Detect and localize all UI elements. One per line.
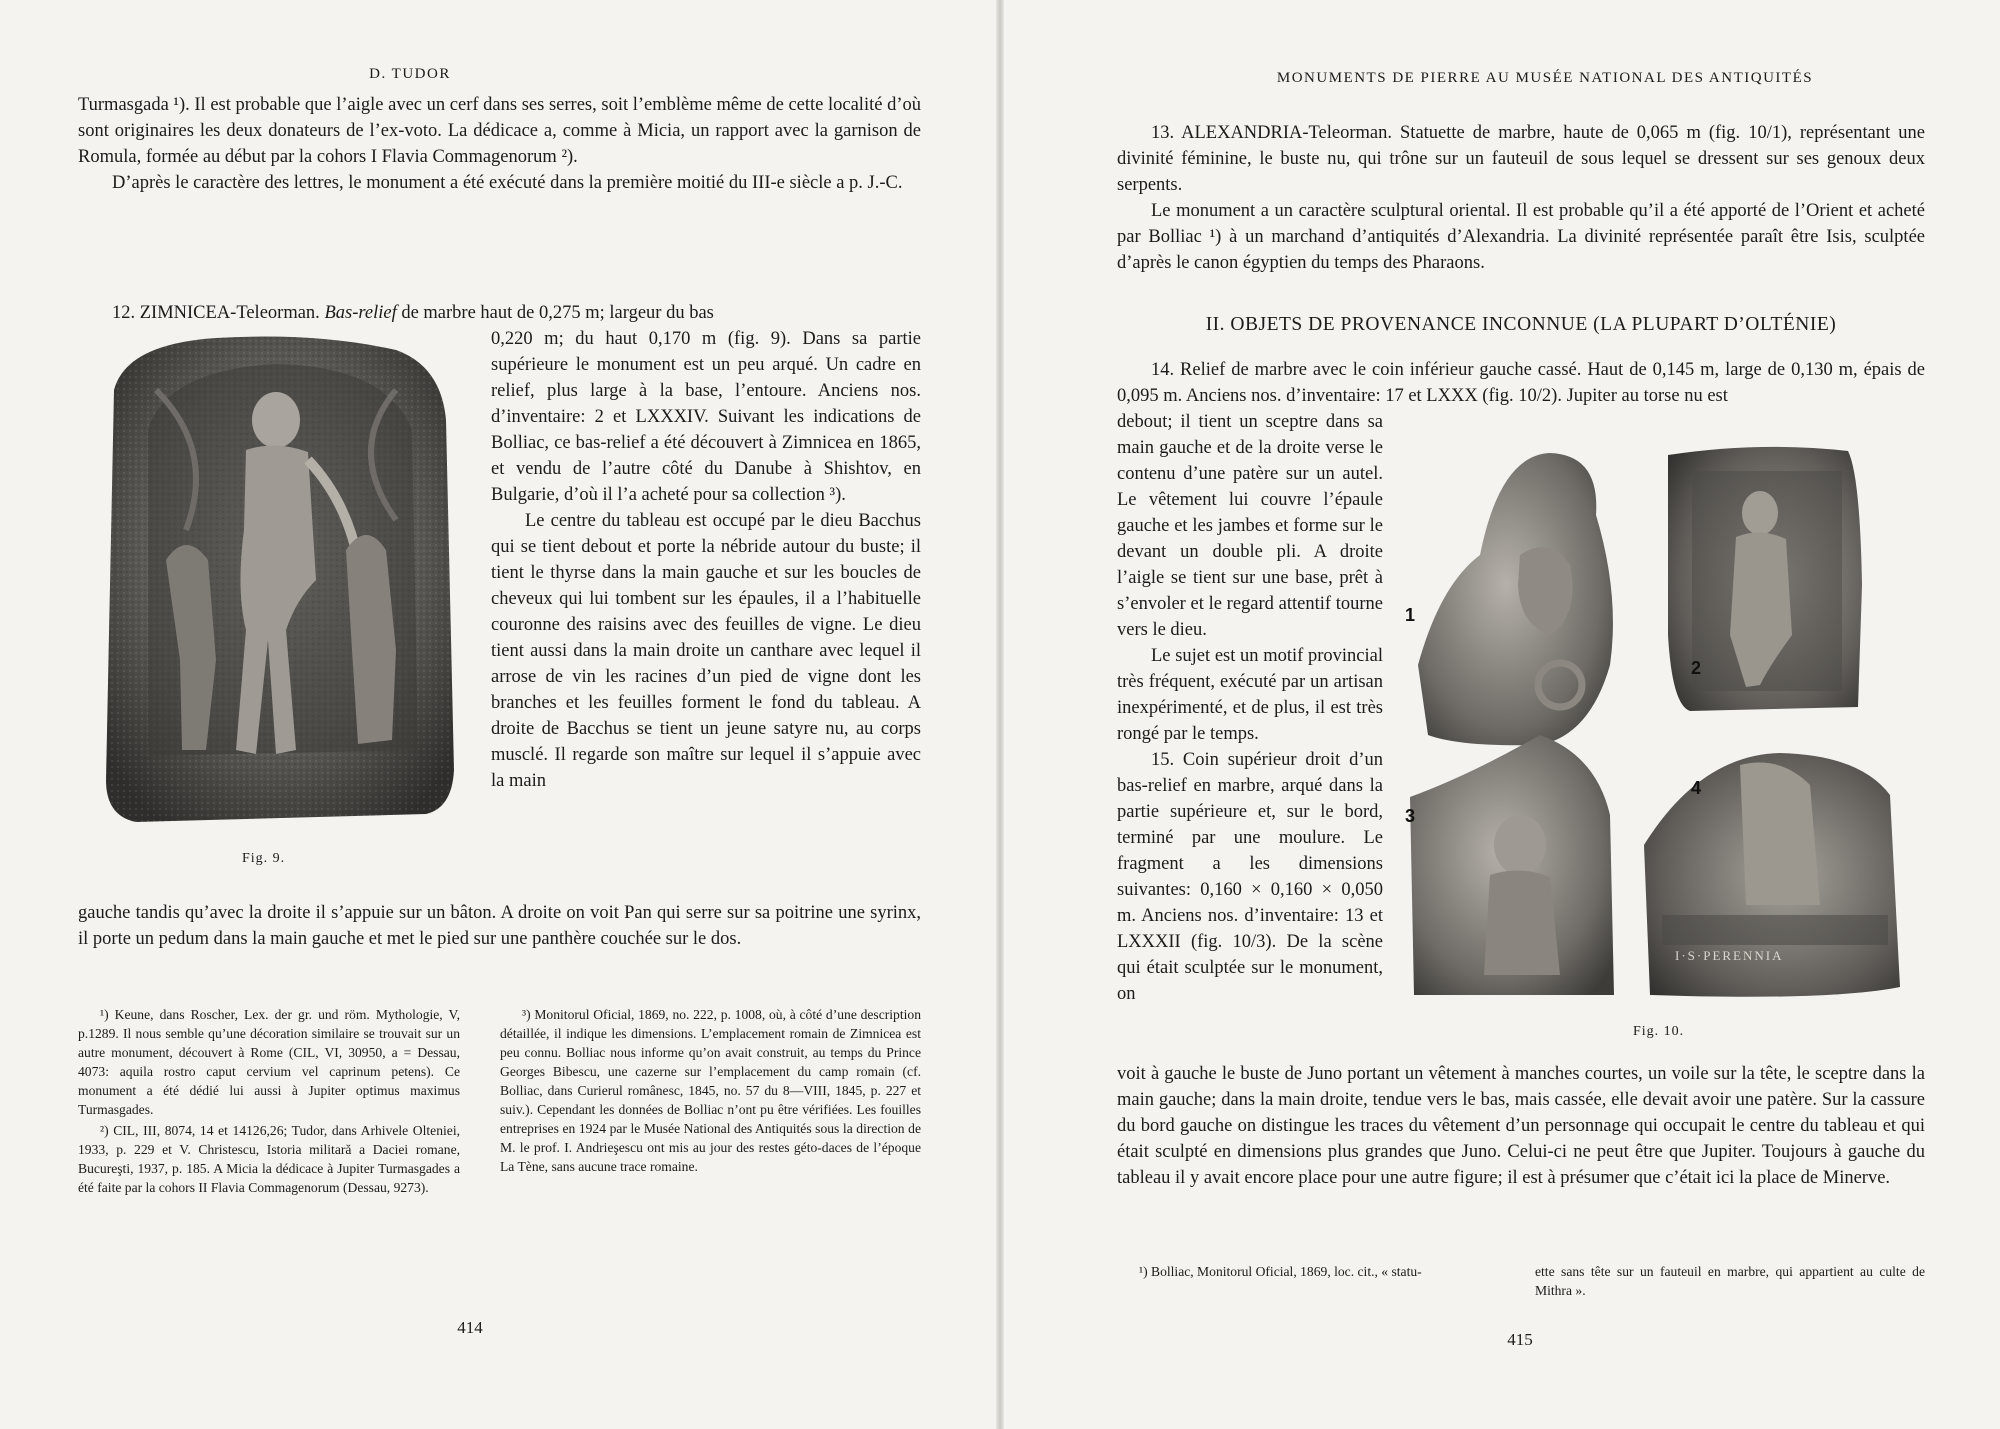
- fig-10-inscription: I·S·PERENNIA: [1675, 948, 1784, 963]
- footnote-1: ¹) Keune, dans Roscher, Lex. der gr. und röm. Mythologie, V, p.1289. Il nous semble qu’une décoration similaire se trouvait sur un autre monument, découvert à Rome (CIL, VI, 30950, a = Dessau, 4073: aquila rostro caput cervium vel caprinum petens). Ce monument a été dédié lui aussi à Jupiter optimus maximus Turmasgades.: [78, 1007, 460, 1117]
- fig-9-bas-relief-photo: [96, 330, 460, 830]
- entry-14-15-column: [1117, 409, 1383, 1007]
- entry-12-column-p2: Le centre du tableau est occupé par le dieu Bacchus qui se tient debout et porte la nébride autour du buste; il tient le thyrse dans la main gauche et sur les boucles de cheveux qui lui tombent sur les épaules, il a l’habituelle couronne des raisins avec des feuilles de vigne. Le dieu tient aussi dans la main droite un canthare avec lequel il arrose de vin les racines d’un pied de vigne dont les branches et les feuilles forment le fond du tableau. A droite de Bacchus se tient un jeune satyre nu, au corps musclé. Il regarde son maître sur lequel il s’appuie avec la main: [491, 511, 921, 791]
- fig-9-caption: Fig. 9.: [242, 851, 286, 866]
- entry-15-full-width: [1117, 1061, 1925, 1191]
- entry-12-full-width-text: [78, 900, 921, 952]
- right-page: [1005, 0, 2000, 1429]
- fig-10-label-1: 1: [1405, 605, 1416, 625]
- footnote-3: ³) Monitorul Oficial, 1869, no. 222, p. 1008, où, à côté d’une description détaillée, il indique les dimensions. L’emplacement romain de Zimnicea est peu connu. Bolliac nous informe qu’on avait construit, au temps du Prince Georges Bibescu, une cazerne sur l’emplacement du camp romain (cf. Bolliac, dans Curierul românesc, 1845, no. 57 du 8—VIII, 1845, p. 227 et suiv.). Cependant les données de Bolliac n’ont pu être vérifiées. Les fouilles entreprises en 1924 par le Musée National des Antiquités sous la direction de M. le prof. I. Andrieşescu ont mis au jour des restes géto-daces de l’époque La Tène, sans aucune trace romaine.: [500, 1007, 921, 1174]
- left-footnotes-col1: [78, 1005, 460, 1199]
- entry-15-full-p: voit à gauche le buste de Juno portant un vêtement à manches courtes, un voile sur la tête, le sceptre dans la main gauche; dans la main droite, tendue vers le bas, mais cassée, elle devait avoir une patère. Sur la cassure du bord gauche on distingue les traces du vêtement d’un personnage qui occupait le centre du tableau et qui était sculpté en dimensions plus grandes que Juno. Celui-ci ne peut être que Jupiter. Toujours à gauche du tableau il y avait encore place pour une autre figure; il est à présumer que c’était ici la place de Minerve.: [1117, 1064, 1925, 1188]
- entry-12-italic: Bas-relief: [324, 303, 397, 323]
- left-footnotes-col2: [500, 1005, 921, 1178]
- fig-10-caption: Fig. 10.: [1633, 1024, 1685, 1039]
- entry-15-column-p: 15. Coin supérieur droit d’un bas-relief en marbre, arqué dans la partie supérieure et, sur le bord, terminé par une moulure. Le fragment a les dimensions suivantes: 0,160 × 0,160 × 0,050 m. Anciens nos. d’inventaire: 13 et LXXXII (fig. 10/3). De la scène qui était sculptée sur le monument, on: [1117, 750, 1383, 1004]
- entry-14-column-p: debout; il tient un sceptre dans sa main gauche et de la droite verse le contenu d’une patère sur un autel. Le vêtement lui couvre l’épaule gauche et les jambes et forme sur le devant un double pli. A droite l’aigle se tient sur une base, prêt à s’envoler et le regard attentif tourne vers le dieu.: [1117, 412, 1383, 640]
- date-text: D’après le caractère des lettres, le monument a été exécuté dans la première moitié du III-e siècle a p. J.-C.: [112, 173, 903, 193]
- entry-12-column-text: [491, 326, 921, 794]
- entry-14-full-width: [1117, 357, 1925, 409]
- right-running-header: MONUMENTS DE PIERRE AU MUSÉE NATIONAL DES ANTIQUITÉS: [1276, 70, 1814, 86]
- entry-12-column-p1: 0,220 m; du haut 0,170 m (fig. 9). Dans sa partie supérieure le monument est un peu arqué. Un cadre en relief, plus large à la base, l’entoure. Anciens nos. d’inventaire: 2 et LXXXIV. Suivant les indications de Bolliac, ce bas-relief a été découvert à Zimnicea en 1865, et vendu de l’autre côté du Danube à Shishtov, en Bulgarie, d’où il l’a acheté pour sa collection ³).: [491, 329, 921, 505]
- entry-12-line-rest: de marbre haut de 0,275 m; largeur du bas: [401, 303, 714, 323]
- section-title: II. OBJETS DE PROVENANCE INCONNUE (LA PLUPART D’OLTÉNIE): [1205, 314, 1837, 335]
- right-page-number: 415: [1507, 1330, 1533, 1349]
- book-gutter: [996, 0, 1004, 1429]
- left-intro-paragraph: [78, 92, 921, 196]
- footnote-2: ²) CIL, III, 8074, 14 et 14126,26; Tudor, dans Arhivele Olteniei, 1933, p. 229 et V. Christescu, Istoria militară a Daciei romane, Bucureşti, 1937, p. 185. A Micia la dédicace à Jupiter Turmasgades a été faite par la cohors II Flavia Commagenorum (Dessau, 9273).: [78, 1123, 460, 1195]
- entry-13-block: [1117, 120, 1925, 276]
- entry-12-lead: 12. ZIMNICEA-Teleorman.: [112, 303, 320, 323]
- entry-14-full-p: 14. Relief de marbre avec le coin inférieur gauche cassé. Haut de 0,145 m, large de 0,130 m, épais de 0,095 m. Anciens nos. d’inventaire: 17 et LXXX (fig. 10/2). Jupiter au torse nu est: [1117, 360, 1925, 406]
- entry-14-p2: Le sujet est un motif provincial très fréquent, exécuté par un artisan inexpérimenté, et de plus, il est très rongé par le temps.: [1117, 646, 1383, 744]
- left-page-number: 414: [457, 1318, 483, 1337]
- fig-10-label-3: 3: [1405, 806, 1416, 826]
- right-footnote-1a: ¹) Bolliac, Monitorul Oficial, 1869, loc. cit., « statu-: [1139, 1264, 1422, 1279]
- intro-text: Turmasgada ¹). Il est probable que l’aigle avec un cerf dans ses serres, soit l’emblème même de cette localité d’où sont originaires les deux donateurs de l’ex-voto. La dédicace a, comme à Micia, un rapport avec la garnison de Romula, formée au début par la cohors I Flavia Commagenorum ²).: [78, 95, 921, 167]
- entry-12-heading-line: [78, 300, 921, 326]
- right-footnote-col2: [1535, 1262, 1925, 1302]
- fig-10-label-4: 4: [1691, 778, 1702, 798]
- right-footnote-col1: [1117, 1262, 1513, 1283]
- left-page: [0, 0, 995, 1429]
- entry-12-full-p: gauche tandis qu’avec la droite il s’appuie sur un bâton. A droite on voit Pan qui serre sur sa poitrine une syrinx, il porte un pedum dans la main gauche et met le pied sur une panthère couchée sur le dos.: [78, 903, 921, 949]
- left-running-header: D. TUDOR: [369, 66, 451, 82]
- fig-10-label-2: 2: [1691, 658, 1702, 678]
- right-footnote-1b: ette sans tête sur un fauteuil en marbre, qui appartient au culte de Mithra ».: [1535, 1264, 1925, 1298]
- fig-10-fragments-photo: [1400, 435, 1920, 1020]
- entry-13-p2: Le monument a un caractère sculptural oriental. Il est probable qu’il a été apporté de l’Orient et acheté par Bolliac ¹) à un marchand d’antiquités d’Alexandria. La divinité représentée paraît être Isis, sculptée d’après le canon égyptien du temps des Pharaons.: [1117, 201, 1925, 273]
- entry-13-p1: 13. ALEXANDRIA-Teleorman. Statuette de marbre, haute de 0,065 m (fig. 10/1), représentant une divinité féminine, le buste nu, qui trône sur un fauteuil de sous lequel se dressent sur ses genoux deux serpents.: [1117, 123, 1925, 195]
